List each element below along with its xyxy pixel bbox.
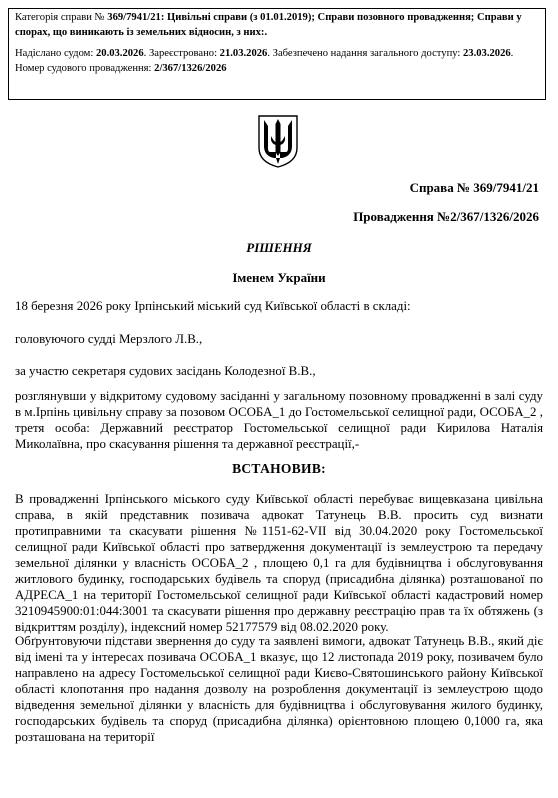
proceeding-label: Номер судового провадження:	[15, 62, 155, 74]
access-date: 23.03.2026	[463, 48, 511, 59]
access-label: . Забезпечено надання загального доступу:	[267, 48, 463, 59]
considering-paragraph: розглянувши у відкритому судовому засіданні у загальному позовному провадженні в залі суду в м.Ірпінь цивільну справу за позовом ОСОБА_1 до Гостомельської селищної ради, ОСОБА_2 , третя особа: Державний реєстратор Гостомельської селищної ради Кирилова Наталія Миколаївна, про скасування рішення та державної реєстрації,-	[15, 389, 543, 451]
category-case-number: 369/7941/21	[107, 12, 161, 23]
proceeding-number-line	[15, 62, 539, 77]
intro-paragraph: 18 березня 2026 року Ірпінський міський суд Київської області в складі:	[15, 299, 411, 313]
document-title: РІШЕННЯ	[246, 240, 312, 255]
sent-date: 20.03.2026	[95, 48, 144, 59]
secretary-paragraph: за участю секретаря судових засідань Колодезної В.В.,	[15, 364, 316, 378]
case-category	[15, 11, 539, 40]
trident-icon	[256, 112, 300, 168]
body-paragraph-2: Обґрунтовуючи підстави звернення до суду та заявлені вимоги, адвокат Татунець В.В., який діє від імені та у інтересах позивача ОСОБА_1 вказує, що 12 листопада 2019 року, позивачем було направлено на адресу Гостомельської селищної ради Києво-Святошинського району Київської області клопотання про надання дозволу на розроблення документації із землеустрою щодо відведення земельної ділянки у власність для будівництва і обслуговування жилого будинку, господарських будівель та споруд (присадибна ділянка) орієнтовною площею 0,1000 га, яка розташована на території	[15, 634, 543, 744]
proceeding-number-heading: Провадження №2/367/1326/2026	[353, 209, 539, 224]
judge-paragraph: головуючого судді Мерзлого Л.В.,	[15, 332, 203, 346]
category-label: Категорія справи №	[15, 12, 108, 23]
registered-date: 21.03.2026	[219, 48, 268, 59]
category-text: Цивільні справи (з 01.01.2019); Справи позовного провадження; Справи у спорах, що виникають із земельних відносин, з них:.	[15, 12, 522, 38]
case-metadata-box	[8, 8, 546, 100]
established-heading: ВСТАНОВИВ:	[232, 461, 326, 476]
body-paragraph-1: В провадженні Ірпінського міського суду Київської області перебуває вищевказана цивільна справа, в якій представник позивача адвокат Татунець В.В. просить суд визнати протиправними та скасувати рішення №1151-62-VII від 30.04.2020 року Гостомельської селищної ради Київської області про затвердження документації із землеустрою та передачу земельної ділянки у власність ОСОБА_2 , площею 0,1 га для будівництва і обслуговування житлового будинку, господарських будівель та споруд (присадибна ділянка) розташованої по АДРЕСА_1 на території Гостомельської селищної ради Київської області кадастровий номер 3210945900:01:044:3001 та скасувати рішення про державну реєстрацію прав та їх обтяжень (з відкриттям розділу), індексний номер 52177579 від 08.02.2020 року.	[15, 492, 543, 634]
sent-label: Надіслано судом:	[15, 48, 96, 59]
case-number: Справа № 369/7941/21	[409, 180, 539, 195]
proceeding-number: 2/367/1326/2026	[154, 62, 227, 74]
access-end: .	[510, 48, 514, 59]
case-dates	[15, 47, 539, 62]
registered-label: . Зареєстровано:	[143, 48, 220, 59]
category-separator: :	[160, 12, 168, 23]
document-subtitle: Іменем України	[232, 270, 326, 285]
